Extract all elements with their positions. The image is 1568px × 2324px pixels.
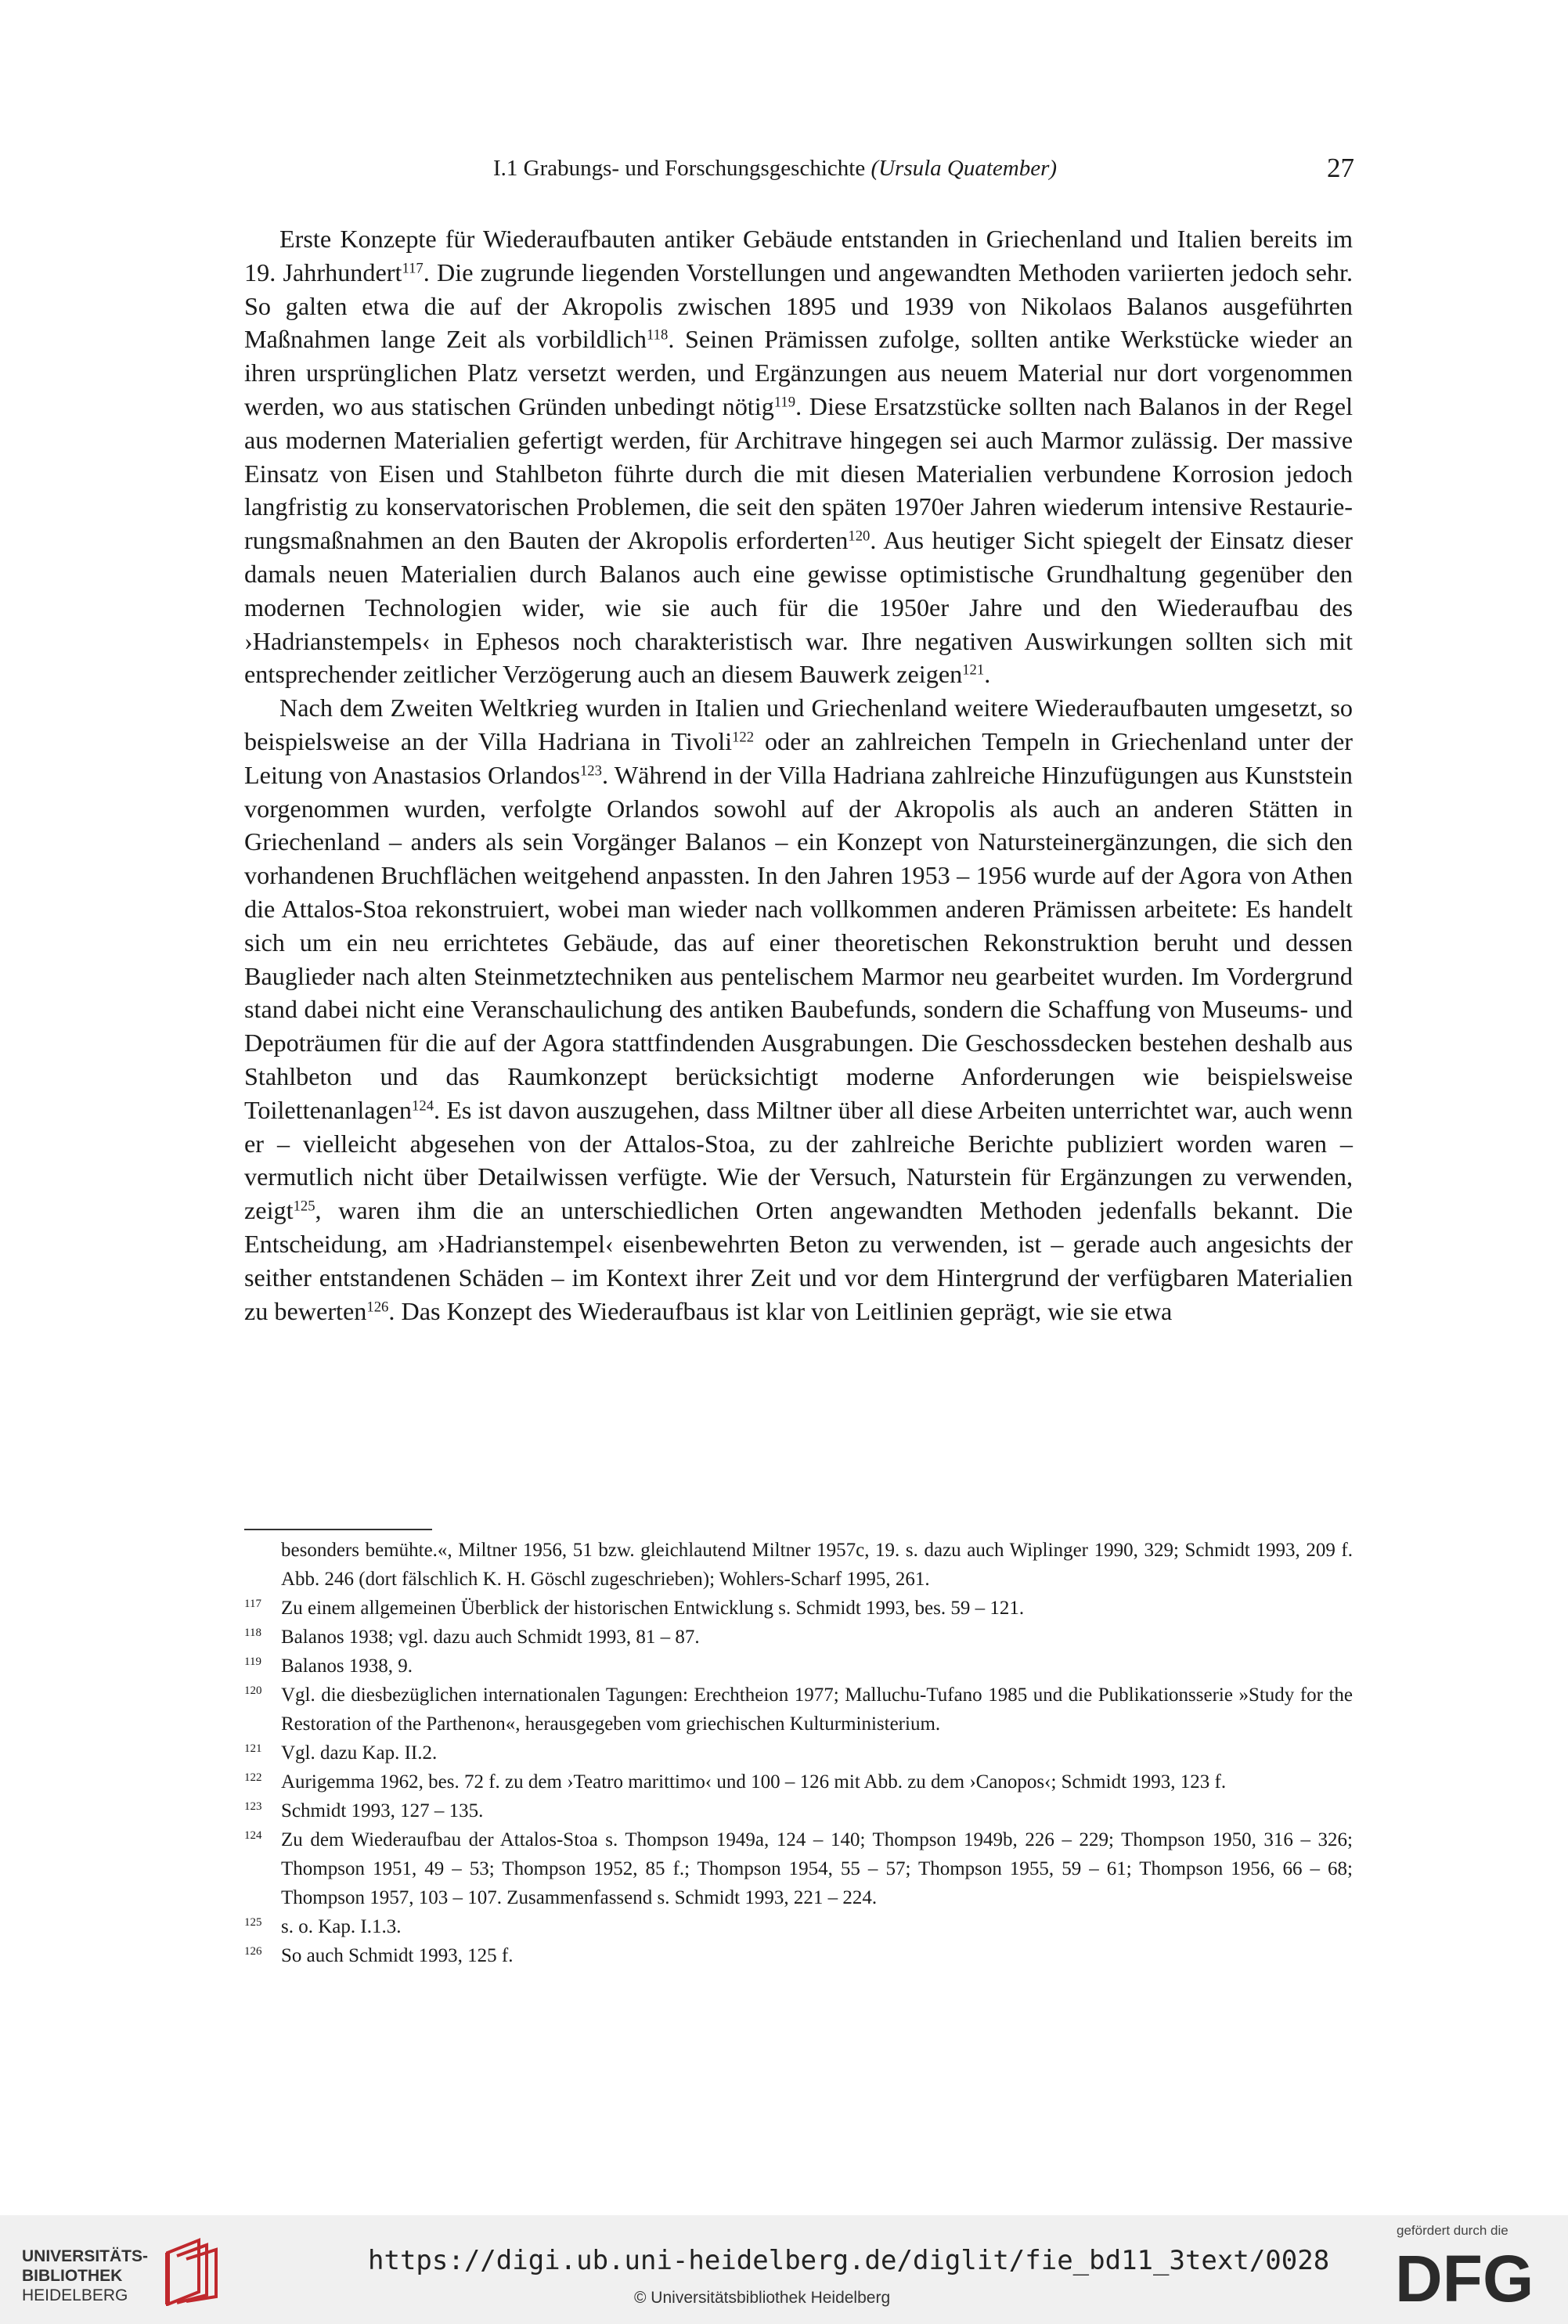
footnote xyxy=(244,1652,1353,1681)
footnote-ref[interactable]: 123 xyxy=(579,762,602,780)
footnote-ref[interactable]: 122 xyxy=(732,729,755,746)
footnote-text: Aurigemma 1962, bes. 72 f. zu dem ›Teatro marittimo‹ und 100 – 126 mit Abb. zu dem ›Canopos‹; Schmidt 1993, 123 f. xyxy=(281,1771,1227,1793)
footnote-number: 121 xyxy=(244,1742,262,1755)
footnote-continuation xyxy=(244,1536,1353,1594)
library-name-line: UNIVERSITÄTS- xyxy=(22,2247,149,2265)
footnote-number: 122 xyxy=(244,1771,262,1784)
footnote-text: besonders bemühte.«, Miltner 1956, 51 bzw. gleichlautend Miltner 1957c, 19. s. dazu auch Wiplinger 1990, 329; Schmidt 1993, 209 f. Abb. 246 (dort fälschlich K. H. Göschl zugeschrieben); Wohlers-Scharf 1995, 261. xyxy=(281,1540,1353,1590)
footnote-number: 125 xyxy=(244,1916,262,1929)
footnote xyxy=(244,1623,1353,1652)
footnote-number: 117 xyxy=(244,1598,261,1610)
text-run: . Während in der Villa Hadriana zahlreiche Hinzufügungen aus Kunststein vorgenommen wurden, verfolgte Orlandos sowohl auf der Akropolis als auch an anderen Stätten in Griechenland – anders als sein Vorgänger Balanos – ein Konzept von Natursteinergänzungen, die sich den vorhandenen Bruchflächen weitgehend anpassten. In den Jahren 1953 – 1956 wurde auf der Agora von Athen die Attalos-Stoa rekonstruiert, wobei man wieder nach vollkommen anderen Prämissen arbeitete: Es handelt sich um ein neu errichtetes Gebäude, das auf einer theoretischen Rekonstruktion beruht und dessen Bauglieder nach alten Steinmetztechniken aus pentelischem Marmor neu gearbeitet wurden. Im Vordergrund stand dabei nicht eine Veranschaulichung des antiken Baubefunds, sondern die Schaffung von Museums- und Depoträumen für die auf der Agora stattfindenden Ausgrabungen. Die Geschossdecken bestehen deshalb aus Stahlbeton und das Raumkonzept berücksichtigt moderne Anforderungen wie beispielsweise Toilettenanlagen xyxy=(244,760,1353,1124)
text-run: . Die zugrunde liegenden Vorstellungen und angewandten Methoden variierten jedoch sehr. So galten etwa die auf der Akropolis zwischen 1895 und 1939 von Nikolaos Balanos ausgeführten Maßnahmen lange Zeit als vorbildlich xyxy=(244,258,1354,354)
footnote-ref[interactable]: 125 xyxy=(293,1198,315,1215)
footnote-number: 119 xyxy=(244,1656,261,1668)
text-run: . Aus heutiger Sicht spiegelt der Einsatz dieser damals neuen Materialien durch Balanos auch eine gewisse optimistische Grundhaltung gegenüber den modernen Technologien wider, wie sie auch für die 1950er Jahre und den Wiederaufbau des ›Hadrianstempels‹ in Ephesos noch charakteristisch war. Ihre negativen Auswirkungen sollten sich mit entsprechender zeitlicher Verzögerung auch an diesem Bauwerk zeigen xyxy=(244,526,1353,689)
footnote xyxy=(244,1681,1353,1738)
viewer-footer xyxy=(0,2215,1568,2324)
text-run: Nach dem Zweiten Weltkrieg wurden in Italien und Griechenland weitere Wiederaufbauten umgesetzt, so beispielsweise an der Villa Hadriana in Tivoli xyxy=(244,694,1353,755)
footnotes xyxy=(244,1536,1353,1970)
paragraph xyxy=(244,222,1353,691)
paragraph xyxy=(244,691,1353,1328)
footnote xyxy=(244,1594,1353,1623)
footnote-text: Schmidt 1993, 127 – 135. xyxy=(281,1800,484,1821)
footnote-ref[interactable]: 121 xyxy=(962,662,985,679)
text-run: . Seinen Prämissen zufolge, sollten antike Werkstücke wieder an ihren ursprünglichen Platz versetzt werden, und Ergänzungen aus neuem Material nur dort vorgenommen werden, wo aus statischen Gründen unbedingt nötig xyxy=(244,325,1353,420)
text-run: . xyxy=(984,660,991,689)
footnote xyxy=(244,1738,1353,1767)
footnote-ref[interactable]: 118 xyxy=(647,327,669,344)
library-logo[interactable] xyxy=(22,2237,233,2308)
text-run: oder an zahlreichen Tempeln in Griechenland unter der Leitung von Anastasios Orlandos xyxy=(244,726,1353,789)
body-text xyxy=(244,222,1353,1328)
footnote-ref[interactable]: 126 xyxy=(366,1299,389,1316)
copyright-notice: © Universitätsbibliothek Heidelberg xyxy=(634,2289,891,2307)
chapter-author: (Ursula Quatember) xyxy=(871,156,1058,181)
permalink-url[interactable]: https://digi.ub.uni-heidelberg.de/diglit/fie_bd11_3text/0028 xyxy=(368,2245,1330,2276)
text-run: Erste Konzepte für Wiederaufbauten antiker Gebäude entstanden in Griechenland und Italien bereits im 19. Jahrhundert xyxy=(244,225,1353,286)
text-run: . Diese Ersatzstücke sollten nach Balanos in der Regel aus modernen Materialien gefertigt werden, für Architrave hingegen sei auch Marmor zulässig. Der massive Einsatz von Eisen und Stahlbeton führte durch die mit diesen Materialien verbundene Korrosion jedoch langfristig zu konservatorischen Problemen, die seit den späten 1970er Jahren wiederum intensive Restaurierungsmaßnahmen an den Bauten der Akropolis erforderten xyxy=(244,391,1354,555)
footnote-text: Zu dem Wiederaufbau der Attalos-Stoa s. Thompson 1949a, 124 – 140; Thompson 1949b, 226 – 229; Thompson 1950, 316 – 326; Thompson 1951, 49 – 53; Thompson 1952, 85 f.; Thompson 1954, 55 – 57; Thompson 1955, 59 – 61; Thompson 1956, 66 – 68; Thompson 1957, 103 – 107. Zusammenfassend s. Schmidt 1993, 221 – 224. xyxy=(281,1829,1353,1908)
footnote-text: Balanos 1938, 9. xyxy=(281,1656,413,1677)
footnote xyxy=(244,1941,1353,1970)
footnote-text: s. o. Kap. I.1.3. xyxy=(281,1916,402,1937)
footnote-separator xyxy=(244,1529,432,1530)
library-name-line: BIBLIOTHEK xyxy=(22,2267,123,2285)
library-name xyxy=(22,2247,148,2305)
dfg-logo[interactable] xyxy=(1395,2245,1544,2308)
footnote-number: 126 xyxy=(244,1945,262,1958)
footnote-number: 123 xyxy=(244,1800,262,1813)
footnote-text: Zu einem allgemeinen Überblick der historischen Entwicklung s. Schmidt 1993, bes. 59 – 121. xyxy=(281,1598,1025,1619)
footnote-ref[interactable]: 120 xyxy=(848,528,871,545)
text-run: . Es ist davon auszugehen, dass Miltner über all diese Arbeiten unterrichtet war, auch wenn er – vielleicht abgesehen von der Attalos-Stoa, zu der zahlreiche Berichte publiziert worden waren – vermutlich nicht über Detailwissen verfügte. Wie der Versuch, Naturstein für Ergänzungen zu verwenden, zeigt xyxy=(244,1095,1353,1225)
footnote xyxy=(244,1796,1353,1825)
footnote-number: 120 xyxy=(244,1684,262,1697)
footnote-ref[interactable]: 119 xyxy=(773,394,796,411)
footnote-number: 124 xyxy=(244,1829,262,1842)
footnote xyxy=(244,1912,1353,1941)
page-number: 27 xyxy=(1327,153,1354,183)
footnote-text: Vgl. dazu Kap. II.2. xyxy=(281,1742,438,1764)
footnote-number: 118 xyxy=(244,1627,261,1639)
text-run: , waren ihm die an unterschiedlichen Orten angewandten Methoden jedenfalls bekannt. Die Entscheidung, am ›Hadrianstempel‹ eisenbewehrten Beton zu verwenden, ist – gerade auch angesichts der seither entstandenen Schäden – im Kontext ihrer Zeit und vor dem Hintergrund der verfügbaren Materialien zu bewerten xyxy=(244,1196,1353,1325)
footnote-ref[interactable]: 117 xyxy=(402,260,424,277)
footnote-ref[interactable]: 124 xyxy=(412,1097,434,1115)
dfg-logo-text: DFG xyxy=(1395,2245,1534,2308)
footnote-text: Vgl. die diesbezüglichen internationalen Tagungen: Erechtheion 1977; Malluchu-Tufano 1985 und die Publikationsserie »Study for the Restoration of the Parthenon«, herausgegeben vom griechischen Kulturministerium. xyxy=(281,1684,1353,1735)
library-book-icon xyxy=(161,2237,225,2306)
running-head-title xyxy=(493,149,1057,188)
running-head xyxy=(243,149,1354,188)
funding-label: gefördert durch die xyxy=(1397,2223,1509,2238)
footnote-text: Balanos 1938; vgl. dazu auch Schmidt 1993, 81 – 87. xyxy=(281,1627,700,1648)
footnote xyxy=(244,1767,1353,1796)
library-name-line: HEIDELBERG xyxy=(22,2286,128,2304)
footnote-text: So auch Schmidt 1993, 125 f. xyxy=(281,1945,514,1966)
text-run: . Das Konzept des Wiederaufbaus ist klar von Leitlinien geprägt, wie sie etwa xyxy=(388,1296,1173,1325)
chapter-title: I.1 Grabungs- und Forschungsgeschichte xyxy=(493,156,866,181)
footnote xyxy=(244,1825,1353,1912)
